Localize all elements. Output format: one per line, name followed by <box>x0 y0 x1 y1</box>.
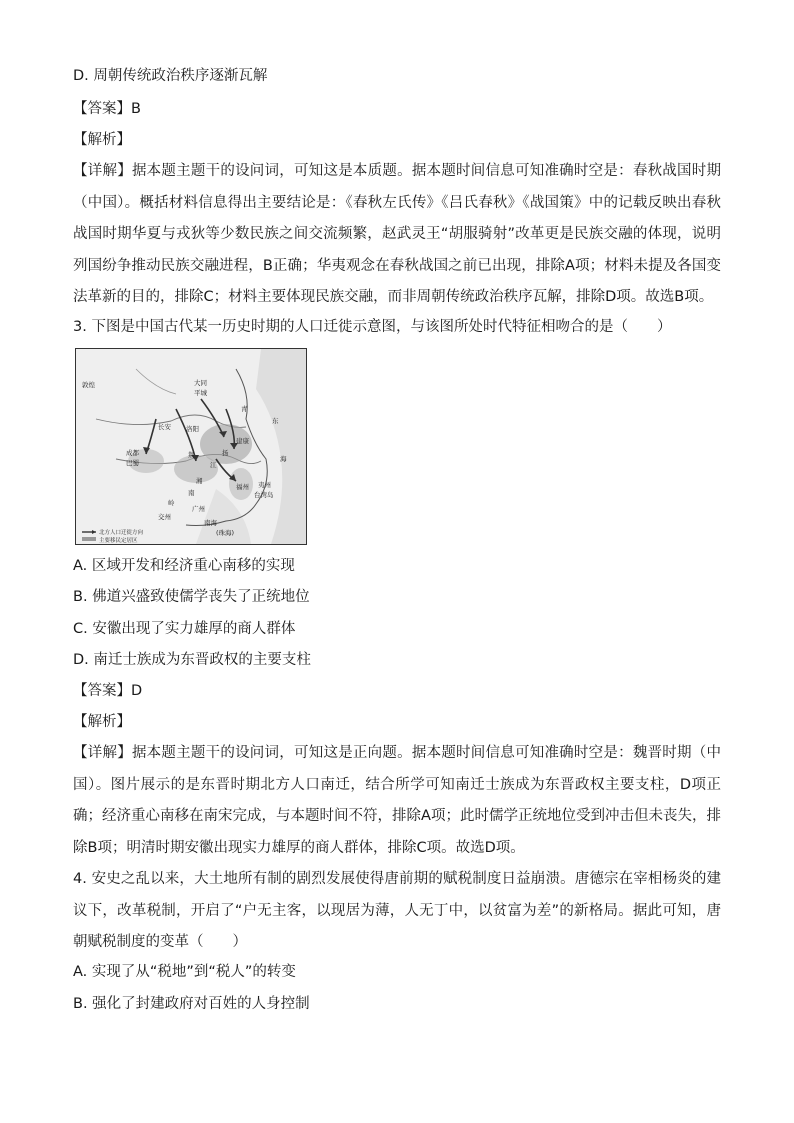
migration-map <box>75 348 307 545</box>
map-label: 台湾岛 <box>254 491 274 499</box>
map-label: 巴蜀 <box>126 459 139 467</box>
map-label: 福州 <box>236 483 249 491</box>
map-label: (珠海) <box>216 529 235 537</box>
q2-option-d: D. 周朝传统政治秩序逐渐瓦解 <box>73 68 268 84</box>
map-label: 南海 <box>204 519 217 527</box>
q4-option-b: B. 强化了封建政府对百姓的人身控制 <box>73 996 310 1012</box>
map-label: 东 <box>272 417 279 425</box>
q2-analysis-tag: 【解析】 <box>73 132 131 148</box>
map-label: 大同 <box>194 379 207 387</box>
q3-answer <box>73 681 142 701</box>
map-label: 交州 <box>158 513 171 521</box>
map-label: 夷州 <box>258 481 271 489</box>
q2-detail <box>73 156 721 314</box>
migration-map-svg <box>76 349 306 544</box>
detail-text: 据本题主题干的设问词，可知这是本质题。据本题时间信息可知准确时空是：春秋战国时期（中国）。概括材料信息得出主要结论是：《春秋左氏传》《吕氏春秋》《战国策》中的记载反映出春秋战国时期华夏与戎狄等少数民族之间交流频繁，赵武灵王“胡服骑射”改革更是民族交融的体现，说明列国纷争推动民族交融进程，B正确；华夷观念在春秋战国之前已出现，排除A项；材料未提及各国变法革新的目的，排除C；材料主要体现民族交融，而非周朝传统政治秩序瓦解，排除D项。故选B项。 <box>73 163 722 305</box>
map-label: 江 <box>210 461 217 469</box>
detail-tag: 【详解】 <box>73 745 132 761</box>
legend-label: 主要移民定居区 <box>99 538 138 544</box>
answer-value: D <box>131 683 143 699</box>
q3-option-a: A. 区域开发和经济重心南移的实现 <box>73 558 295 574</box>
q3-analysis-tag: 【解析】 <box>73 714 131 730</box>
q4-option-a: A. 实现了从“税地”到“税人”的转变 <box>73 964 296 980</box>
map-label: 南 <box>188 489 195 497</box>
legend-label: 北方人口迁徙方向 <box>99 530 144 536</box>
map-label: 荆 <box>188 451 195 459</box>
q2-answer <box>73 99 141 119</box>
map-label: 青 <box>241 405 248 413</box>
map-label: 敦煌 <box>82 381 95 389</box>
detail-text: 据本题主题干的设问词，可知这是正向题。据本题时间信息可知准确时空是：魏晋时期（中国）。图片展示的是东晋时期北方人口南迁，结合所学可知南迁士族成为东晋政权主要支柱，D项正确；经济重心南移在南宋完成，与本题时间不符，排除A项；此时儒学正统地位受到冲击但未丧失，排除B项；明清时期安徽出现实力雄厚的商人群体，排除C项。故选D项。 <box>73 745 722 856</box>
map-label: 海 <box>280 455 287 463</box>
map-label: 平城 <box>194 389 207 397</box>
map-label: 广州 <box>192 505 205 513</box>
map-label: 成都 <box>126 449 139 457</box>
q4-stem: 4. 安史之乱以来，大土地所有制的剧烈发展使得唐前期的赋税制度日益崩溃。唐德宗在宰相杨炎的建议下，改革税制，开启了“户无主客，以现居为薄，人无丁中，以贫富为差”的新格局。据此可知，唐朝赋税制度的变革（ ） <box>73 871 721 950</box>
answer-value: B <box>131 101 141 117</box>
map-label: 扬 <box>222 449 229 457</box>
detail-tag: 【详解】 <box>73 163 132 179</box>
map-label: 洛阳 <box>186 425 199 433</box>
q3-stem: 3. 下图是中国古代某一历史时期的人口迁徙示意图，与该图所处时代特征相吻合的是（ ） <box>73 319 672 335</box>
q3-option-b: B. 佛道兴盛致使儒学丧失了正统地位 <box>73 589 310 605</box>
map-label: 长安 <box>158 423 171 431</box>
q3-option-c: C. 安徽出现了实力雄厚的商人群体 <box>73 621 296 637</box>
map-label: 建康 <box>236 437 249 445</box>
q3-option-d: D. 南迁士族成为东晋政权的主要支柱 <box>73 652 311 668</box>
answer-tag: 【答案】 <box>73 101 131 117</box>
legend-zone-swatch <box>82 537 96 541</box>
q3-detail <box>73 738 721 864</box>
map-label: 岭 <box>168 499 175 507</box>
map-label: 湘 <box>196 477 203 485</box>
answer-tag: 【答案】 <box>73 683 131 699</box>
